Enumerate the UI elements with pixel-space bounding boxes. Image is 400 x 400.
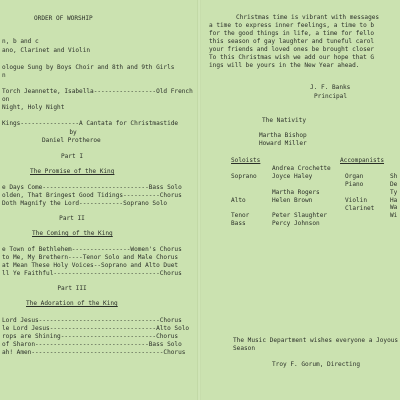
message-line: ings will be yours in the New Year ahead.	[209, 62, 360, 69]
accompanist-instrument: Clarinet	[345, 205, 375, 212]
program-line: ano, Clarinet and Violin	[2, 47, 91, 54]
nativity-title: The Nativity	[262, 117, 307, 124]
nativity-name: Martha Bishop	[259, 132, 307, 139]
program-line: le Lord Jesus-----------------------------Alto Solo	[2, 325, 190, 332]
accompanist-instrument: Piano	[345, 181, 364, 188]
accompanist-name: Ty	[390, 189, 398, 196]
program-line: Night, Holy Night	[2, 104, 65, 111]
program-line: at Mean These Holy Voices--Soprano and Alto Duet	[2, 262, 179, 269]
page-fold	[197, 0, 201, 400]
program-line: of Sharon-------------------------------Bass Solo	[2, 341, 182, 348]
closing-line: The Music Department wishes everyone a Joyous	[233, 337, 399, 344]
program-line: to Me, My Brethern----Tenor Solo and Male Chorus	[2, 254, 179, 261]
message-line: this season of gay laughter and tuneful carol	[209, 38, 375, 45]
soloist-name: Percy Johnson	[272, 220, 320, 227]
program-line: ah! Amen------------------------------------Chorus	[2, 349, 186, 356]
accompanist-name: Wi	[390, 212, 398, 219]
accompanist-name: De	[390, 181, 398, 188]
accompanist-name: Sh	[390, 173, 398, 180]
soloist-name: Peter Slaughter	[272, 212, 328, 219]
soloist-name: Martha Rogers	[272, 189, 320, 196]
closing-line: Season	[233, 345, 256, 352]
program-line: olden, That Bringest Good Tidings----------Chorus	[2, 192, 182, 199]
message-line: your friends and loved ones be brought closer	[209, 46, 375, 53]
signature-title: Principal	[314, 93, 348, 100]
message-line: Christmas time is vibrant with messages	[236, 14, 380, 21]
cantata-by: by	[69, 129, 77, 136]
program-line: Torch Jeannette, Isabella-----------------Old French	[2, 88, 193, 95]
director-line: Troy F. Gorum, Directing	[272, 361, 361, 368]
accompanist-name: Ha	[390, 197, 398, 204]
soloist-name: Joyce Haley	[272, 173, 313, 180]
part-heading: Part III	[57, 285, 87, 292]
soloist-part: Bass	[231, 220, 246, 227]
accompanist-instrument: Violin	[345, 197, 368, 204]
part-subtitle: The Promise of the King	[30, 168, 115, 175]
program-line: Lord Jesus---------------------------------Chorus	[2, 317, 182, 324]
message-line: a time to express inner feelings, a time to b	[209, 22, 375, 29]
cantata-title-line: Kings----------------A Cantata for Christmastide	[2, 120, 179, 127]
soloist-part: Soprano	[231, 173, 257, 180]
accompanists-heading: Accompanists	[340, 157, 385, 164]
program-line: ologue Sung by Boys Choir and 8th and 9th Girls	[2, 64, 175, 71]
soloist-part: Tenor	[231, 212, 250, 219]
part-subtitle: The Coming of the King	[32, 230, 113, 237]
part-subtitle: The Adoration of the King	[26, 300, 118, 307]
part-heading: Part I	[60, 153, 83, 160]
cantata-composer: Daniel Protheroe	[42, 137, 101, 144]
soloist-part: Alto	[231, 197, 246, 204]
program-line: on	[2, 96, 10, 103]
soloists-heading: Soloists	[231, 157, 261, 164]
soloist-name: Andrea Crochette	[272, 165, 331, 172]
program-line: e Town of Bethlehem----------------Women's Chorus	[2, 246, 182, 253]
program-line: e Days Come-----------------------------Bass Solo	[2, 184, 182, 191]
program-line: Doth Magnify the Lord------------Soprano Solo	[2, 200, 168, 207]
soloist-name: Helen Brown	[272, 197, 313, 204]
message-line: To this Christmas wish we add our hope that G	[209, 54, 375, 61]
accompanist-name: Wa	[390, 204, 398, 211]
accompanist-instrument: Organ	[345, 173, 364, 180]
nativity-name: Howard Miller	[259, 140, 307, 147]
program-line: rops are Shining--------------------------Chorus	[2, 333, 179, 340]
program-line: n	[2, 72, 6, 79]
program-line: n, b and c	[2, 38, 39, 45]
order-of-worship-heading: ORDER OF WORSHIP	[34, 15, 93, 22]
message-line: for the good things in life, a time for fello	[209, 30, 375, 37]
signature-name: J. F. Banks	[310, 84, 351, 91]
part-heading: Part II	[59, 215, 85, 222]
program-line: ll Ye Faithful-----------------------------Chorus	[2, 270, 182, 277]
